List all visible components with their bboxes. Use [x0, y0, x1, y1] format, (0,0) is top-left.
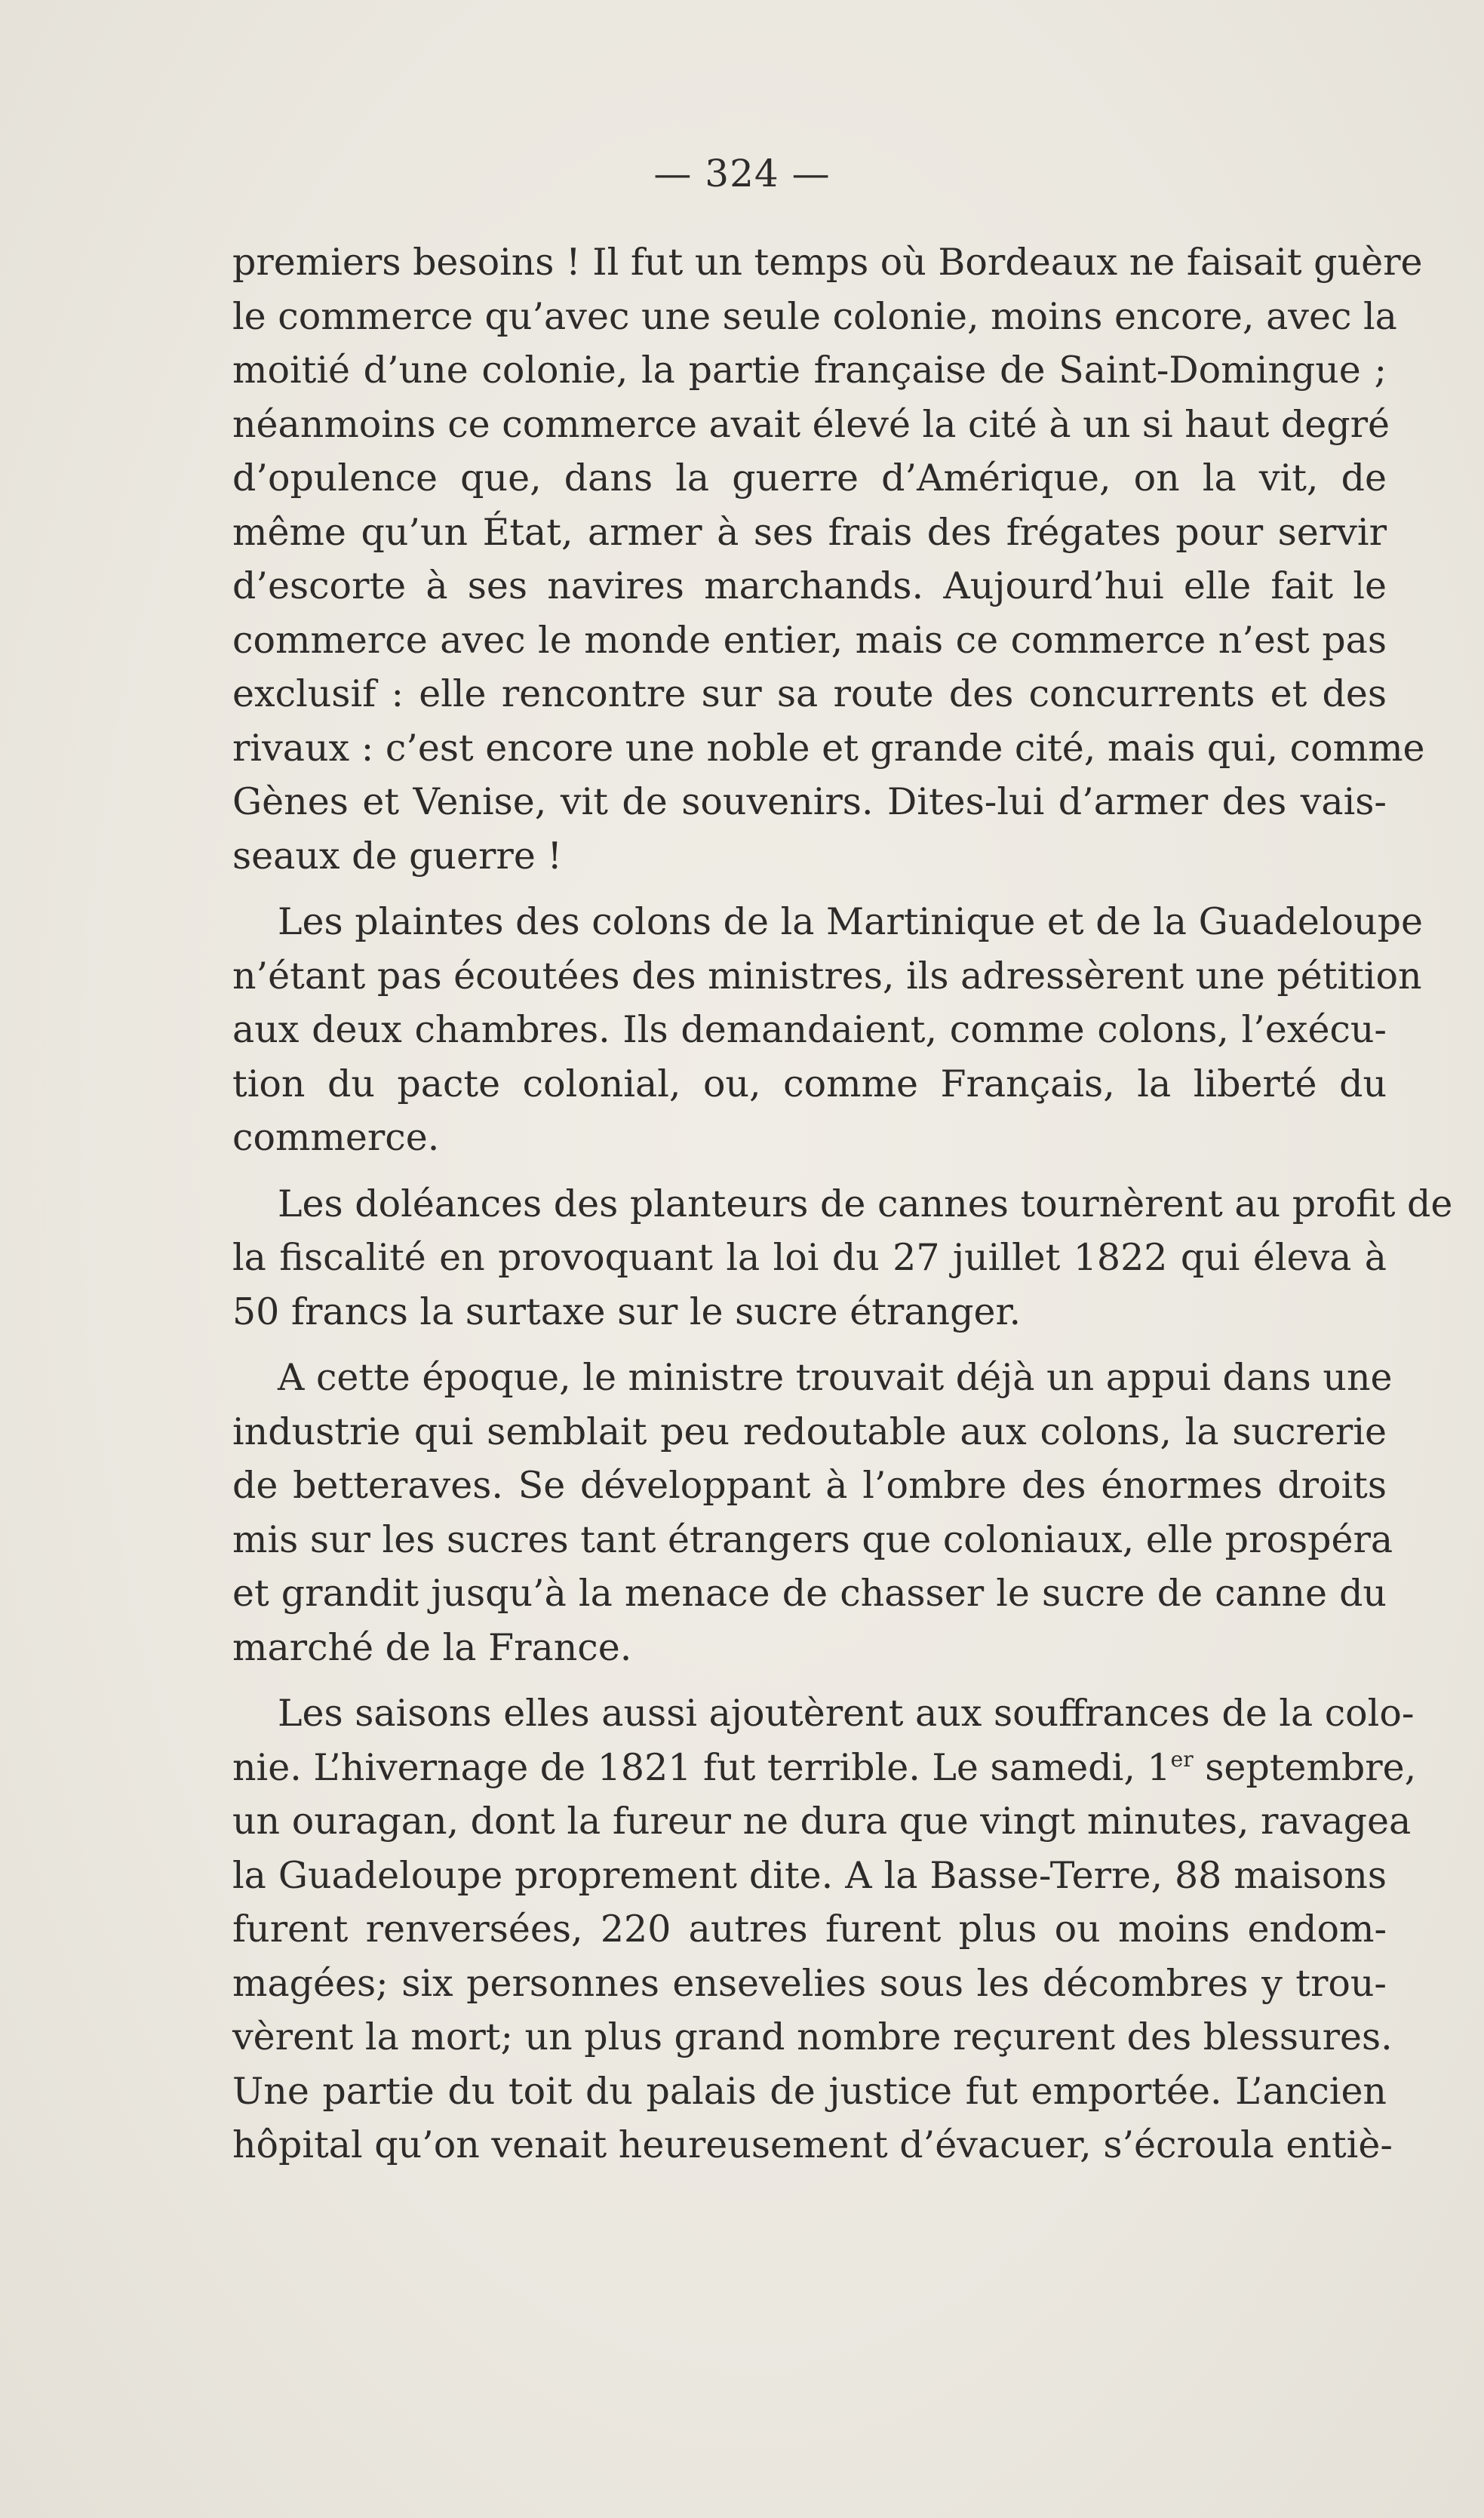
text-line: d’escorte à ses navires marchands. Aujourd’hui elle fait le	[232, 564, 1387, 607]
text-line: et grandit jusqu’à la menace de chasser le sucre de canne du	[232, 1572, 1387, 1615]
text-line: de betteraves. Se développant à l’ombre des énormes droits	[232, 1464, 1387, 1507]
text-line: commerce avec le monde entier, mais ce commerce n’est pas	[232, 618, 1387, 662]
text-line: mis sur les sucres tant étrangers que coloniaux, elle prospéra	[232, 1517, 1393, 1561]
paragraph-3	[232, 1177, 1453, 1339]
text-line: magées; six personnes ensevelies sous les décombres y trou-	[232, 1961, 1387, 2005]
text-line: commerce.	[232, 1116, 440, 1159]
text-line: Une partie du toit du palais de justice fut emportée. L’ancien	[232, 2069, 1387, 2113]
text-line: seaux de guerre !	[232, 834, 563, 878]
text-line: le commerce qu’avec une seule colonie, moins encore, avec la	[232, 294, 1397, 338]
text-line: rivaux : c’est encore une noble et grande cité, mais qui, comme	[232, 726, 1425, 770]
text-line: n’étant pas écoutées des ministres, ils adressèrent une pétition	[232, 954, 1422, 998]
text-line	[232, 1741, 1417, 1795]
page-number: — 324 —	[653, 152, 831, 195]
paragraph-1	[232, 235, 1425, 883]
text-line: A cette époque, le ministre trouvait déjà un appui dans une	[278, 1356, 1393, 1399]
ordinal-superscript: er	[1170, 1746, 1194, 1772]
text-segment: septembre,	[1193, 1745, 1417, 1789]
text-line: même qu’un État, armer à ses frais des frégates pour servir	[232, 510, 1387, 554]
text-line: premiers besoins ! Il fut un temps où Bordeaux ne faisait guère	[232, 241, 1423, 284]
text-line: la fiscalité en provoquant la loi du 27 juillet 1822 qui éleva à	[232, 1236, 1387, 1279]
paragraph-4	[232, 1351, 1393, 1674]
body-text	[232, 235, 1453, 2172]
text-line: furent renversées, 220 autres furent plus ou moins endom-	[232, 1908, 1387, 1951]
text-line: d’opulence que, dans la guerre d’Amérique, on la vit, de	[232, 457, 1387, 500]
paragraph-2	[232, 895, 1423, 1165]
text-line: néanmoins ce commerce avait élevé la cité à un si haut degré	[232, 402, 1390, 446]
text-line: hôpital qu’on venait heureusement d’évacuer, s’écroula entiè-	[232, 2123, 1393, 2166]
text-line: aux deux chambres. Ils demandaient, comme colons, l’exécu-	[232, 1008, 1387, 1051]
text-line: Gènes et Venise, vit de souvenirs. Dites-lui d’armer des vais-	[232, 780, 1387, 823]
paragraph-5	[232, 1686, 1417, 2172]
text-line: vèrent la mort; un plus grand nombre reçurent des blessures.	[232, 2015, 1393, 2058]
text-segment: nie. L’hivernage de 1821 fut terrible. Le samedi, 1	[232, 1745, 1171, 1789]
text-line: marché de la France.	[232, 1625, 632, 1669]
text-line: 50 francs la surtaxe sur le sucre étranger.	[232, 1290, 1022, 1333]
text-line: exclusif : elle rencontre sur sa route des concurrents et des	[232, 672, 1387, 715]
text-line: Les plaintes des colons de la Martinique et de la Guadeloupe	[278, 900, 1423, 943]
text-line: moitié d’une colonie, la partie française de Saint-Domingue ;	[232, 349, 1387, 392]
text-line: la Guadeloupe proprement dite. A la Basse-Terre, 88 maisons	[232, 1853, 1387, 1897]
text-line: tion du pacte colonial, ou, comme Français, la liberté du	[232, 1062, 1387, 1105]
text-line: Les doléances des planteurs de cannes tournèrent au profit de	[278, 1182, 1453, 1225]
text-line: industrie qui semblait peu redoutable aux colons, la sucrerie	[232, 1410, 1387, 1453]
text-line: un ouragan, dont la fureur ne dura que vingt minutes, ravagea	[232, 1800, 1412, 1843]
text-line: Les saisons elles aussi ajoutèrent aux souffrances de la colo-	[278, 1692, 1415, 1735]
